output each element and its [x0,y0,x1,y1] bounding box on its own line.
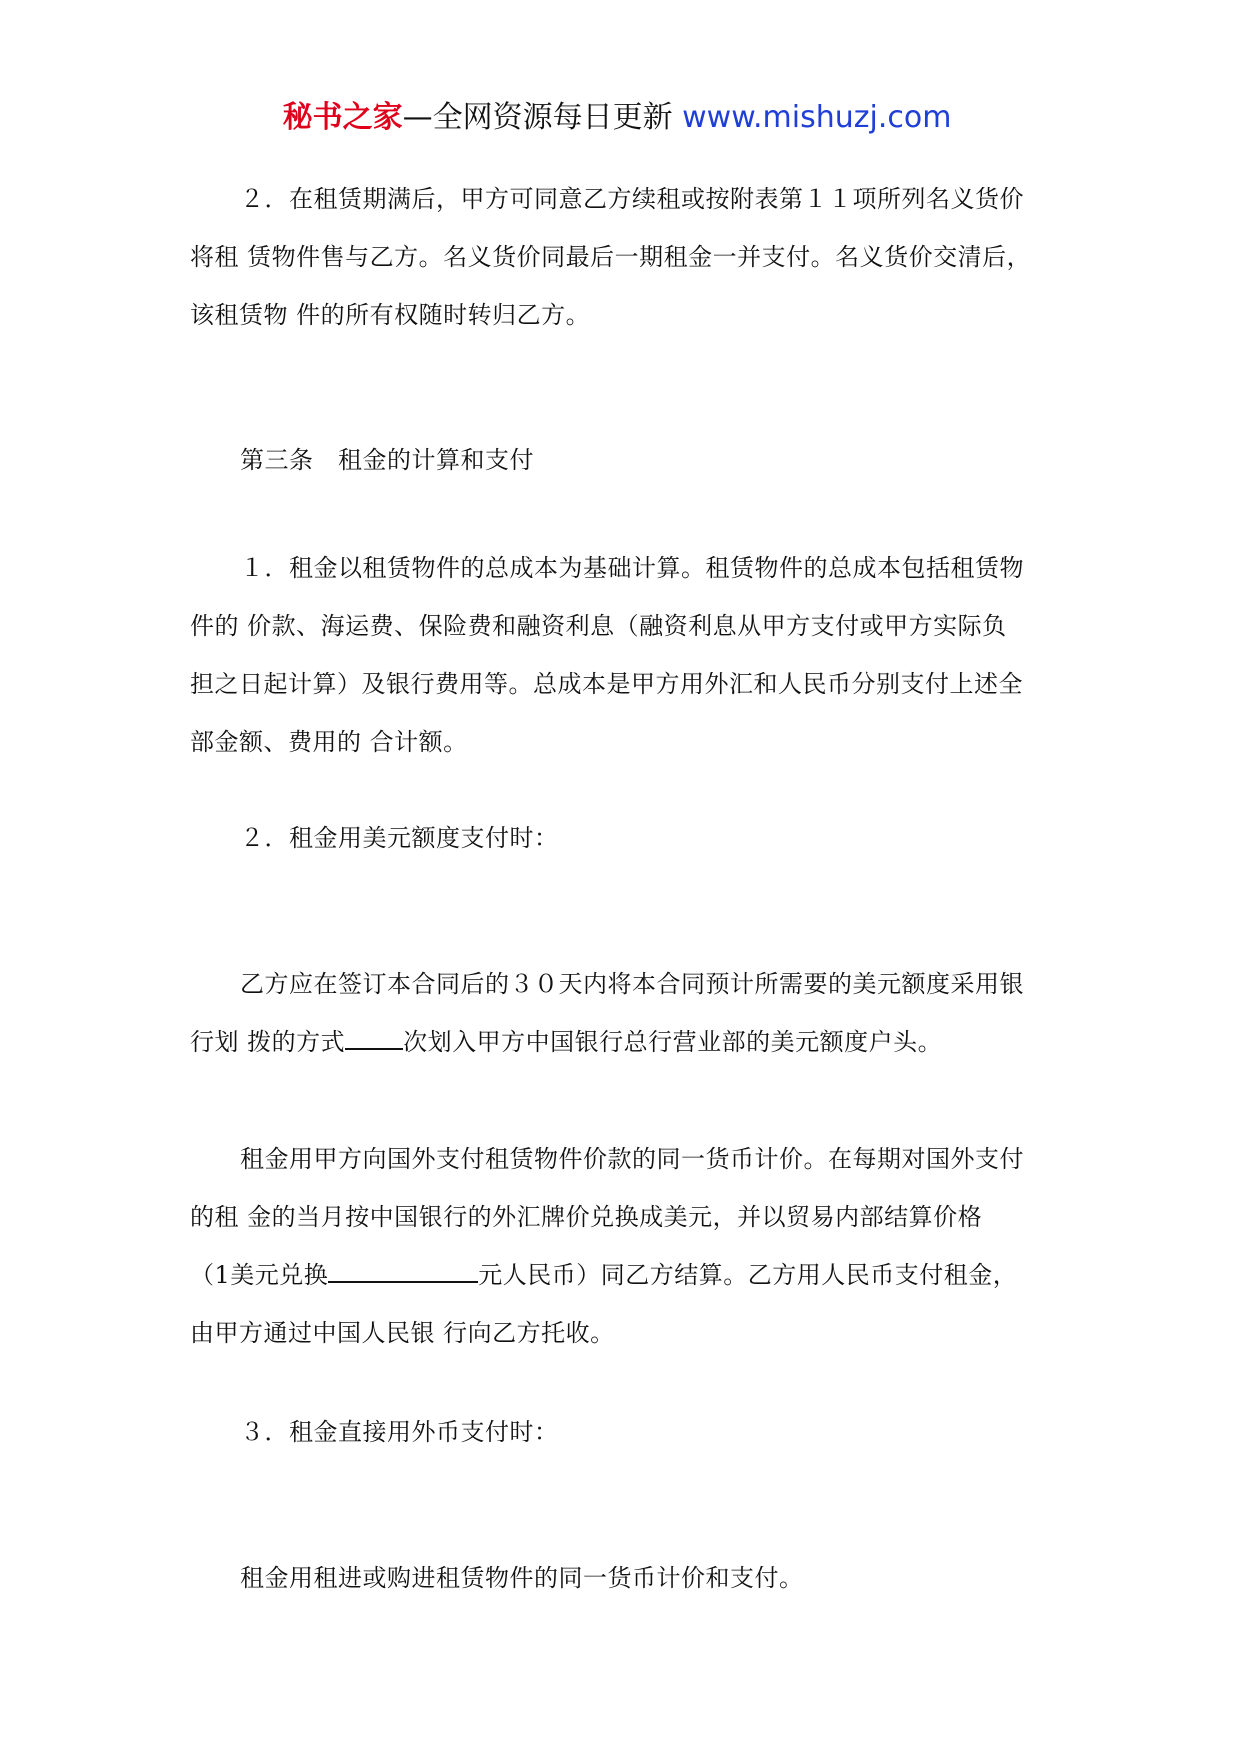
line-text: （1美元兑换 [190,1261,329,1289]
paragraph-line: 的租 金的当月按中国银行的外汇牌价兑换成美元，并以贸易内部结算价格 [190,1203,983,1231]
paragraph-line: 担之日起计算）及银行费用等。总成本是甲方用外汇和人民币分别支付上述全 [190,670,1023,698]
foreign-currency-paragraph [190,1549,1045,1607]
page-header [0,98,1234,138]
article-3-heading [190,431,1045,489]
line-text: 行划 拨的方式 [190,1028,346,1056]
fill-in-blank[interactable] [345,1047,403,1050]
paragraph-line: ２．租金用美元额度支付时： [240,824,559,852]
paragraph-line: 将租 赁物件售与乙方。名义货价同最后一期租金一并支付。名义货价交清后， [190,243,1032,271]
clause-2-paragraph [190,170,1045,344]
paragraph-line: １．租金以租赁物件的总成本为基础计算。租赁物件的总成本包括租赁物 [240,554,1024,582]
paragraph-line: ２．在租赁期满后，甲方可同意乙方续租或按附表第１１项所列名义货价 [240,185,1024,213]
rent-calculation-paragraph [190,539,1045,771]
paragraph-line: 乙方应在签订本合同后的３０天内将本合同预计所需要的美元额度采用银 [240,970,1024,998]
fill-in-blank[interactable] [328,1280,478,1283]
paragraph-line: 由甲方通过中国人民银 行向乙方托收。 [190,1319,615,1347]
paragraph-line: 租金用甲方向国外支付租赁物件价款的同一货币计价。在每期对国外支付 [240,1145,1024,1173]
paragraph-line: ３．租金直接用外币支付时： [240,1418,559,1446]
foreign-currency-heading [190,1403,1045,1461]
line-text: 元人民币）同乙方结算。乙方用人民币支付租金， [478,1261,1018,1289]
paragraph-line: 件的 价款、海运费、保险费和融资利息（融资利息从甲方支付或甲方实际负 [190,612,1007,640]
usd-quota-paragraph [190,955,1045,1071]
line-text: 次划入甲方中国银行总行营业部的美元额度户头。 [403,1028,943,1056]
usd-quota-heading [190,809,1045,867]
paragraph-line [190,1013,1045,1071]
paragraph-line [190,1246,1045,1304]
header-url[interactable]: www.mishuzj.com [682,100,952,135]
currency-pricing-paragraph [190,1130,1045,1362]
article-title: 第三条 租金的计算和支付 [240,446,534,474]
header-brand: 秘书之家 [282,100,403,135]
paragraph-line: 该租赁物 件的所有权随时转归乙方。 [190,301,591,329]
paragraph-line: 部金额、费用的 合计额。 [190,728,468,756]
paragraph-line: 租金用租进或购进租赁物件的同一货币计价和支付。 [240,1564,804,1592]
header-slogan: —全网资源每日更新 [402,100,673,135]
